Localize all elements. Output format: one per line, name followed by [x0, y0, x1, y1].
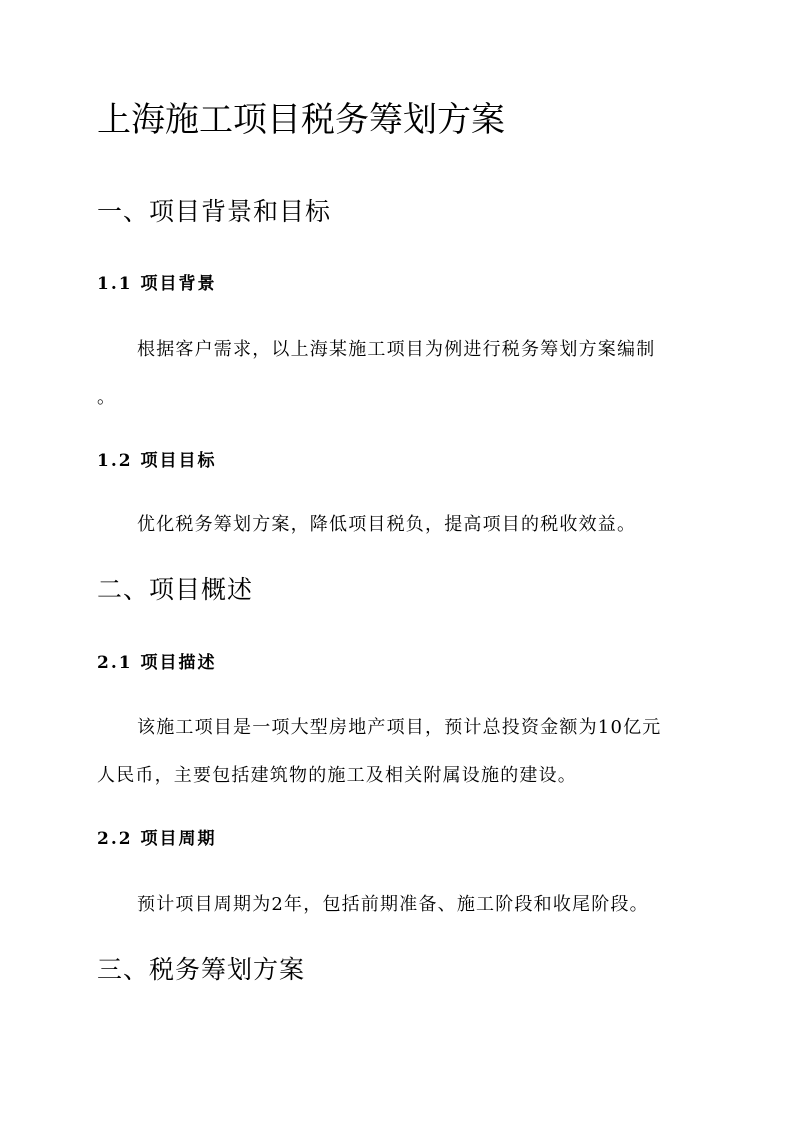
paragraph-line: 人民币，主要包括建筑物的施工及相关附属设施的建设。	[97, 765, 577, 786]
subsection-heading-1-2: 1.2 项目目标	[97, 451, 217, 471]
subsection-heading-2-2: 2.2 项目周期	[97, 829, 217, 849]
paragraph-line: 预计项目周期为2年，包括前期准备、施工阶段和收尾阶段。	[137, 894, 649, 915]
paragraph-project-period	[97, 881, 705, 929]
paragraph-line: 该施工项目是一项大型房地产项目，预计总投资金额为10亿元	[137, 717, 662, 738]
paragraph-project-background	[97, 326, 705, 422]
section-heading-2: 二、项目概述	[97, 575, 254, 604]
paragraph-line: 。	[97, 387, 117, 408]
section-heading-3: 三、税务筹划方案	[97, 955, 306, 984]
paragraph-project-goal	[97, 501, 705, 549]
section-heading-1: 一、项目背景和目标	[97, 197, 332, 226]
paragraph-line: 优化税务筹划方案，降低项目税负，提高项目的税收效益。	[137, 514, 637, 535]
subsection-heading-1-1: 1.1 项目背景	[97, 274, 217, 294]
subsection-heading-2-1: 2.1 项目描述	[97, 653, 217, 673]
document-title: 上海施工项目税务筹划方案	[97, 100, 505, 140]
paragraph-line: 根据客户需求，以上海某施工项目为例进行税务筹划方案编制	[137, 339, 656, 360]
paragraph-project-description	[97, 704, 705, 800]
